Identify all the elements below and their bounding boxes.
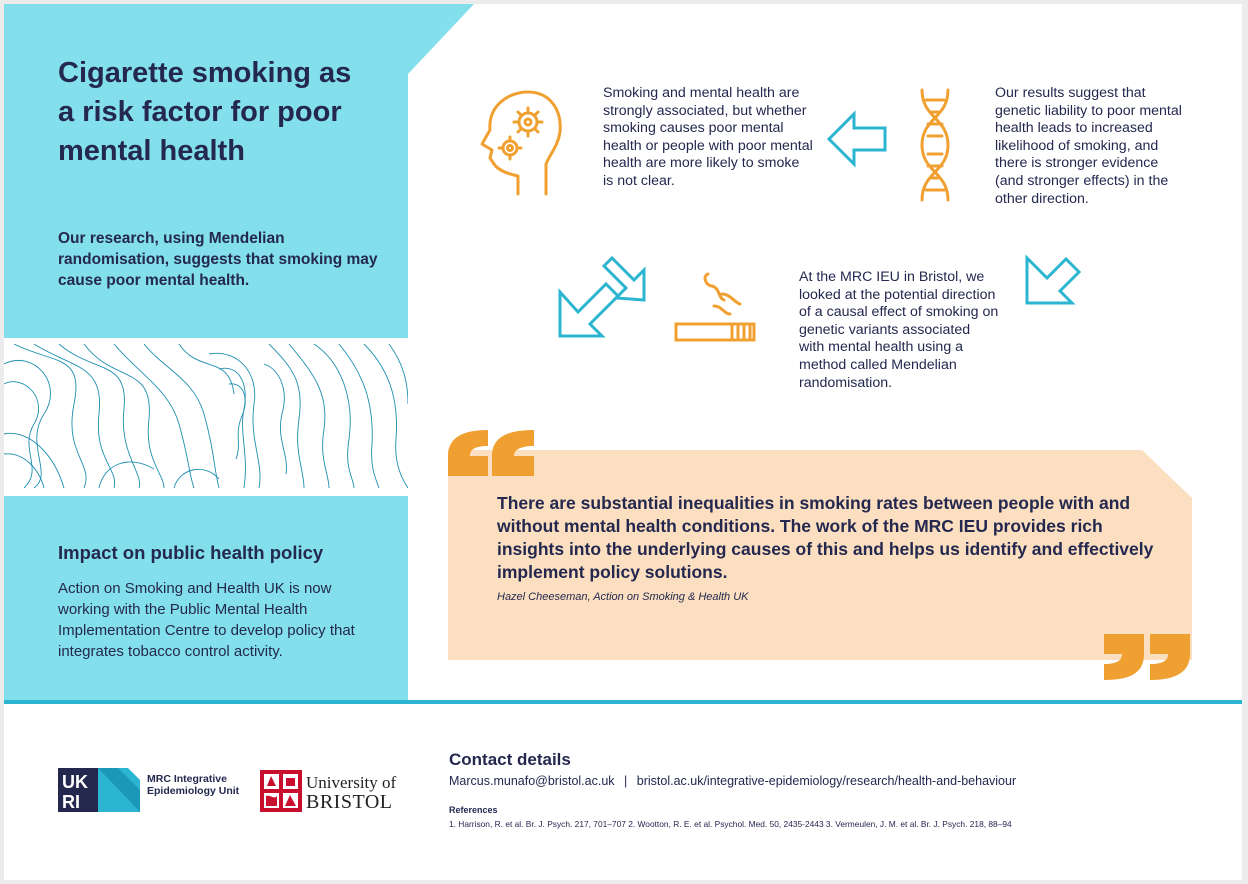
head-gears-icon [478,88,564,198]
arrow-down-left-icon [1024,250,1082,306]
contour-pattern [4,344,408,488]
ukri-logo [58,768,140,812]
mrc-unit-name: MRC Integrative Epidemiology Unit [147,773,240,797]
infographic-page [4,4,1242,880]
contact-separator: | [624,774,628,788]
svg-text:UK: UK [62,772,88,792]
bristol-logo-line1: University of [306,773,397,792]
close-quote-icon [1104,634,1192,682]
quote-text: There are substantial inequalities in smoking rates between people with and without mental health conditions. The work of the MRC IEU provides rich insights into the underlying causes of this and helps us identify and effectively implement policy solutions. [497,493,1154,582]
page-subtitle: Our research, using Mendelian randomisation, suggests that smoking may cause poor mental health. [58,230,378,289]
cigarette-icon [672,268,758,344]
svg-text:RI: RI [62,792,80,812]
bristol-logo-line2: BRISTOL [306,791,393,813]
impact-heading: Impact on public health policy [58,542,324,563]
contact-email-link[interactable]: Marcus.munafo@bristol.ac.uk [449,774,615,788]
page-title: Cigarette smoking as a risk factor for poor mental health [58,57,352,167]
footer-divider [4,700,1242,704]
bristol-crest-icon [260,770,302,812]
quote-citation: Hazel Cheeseman, Action on Smoking & Health UK [497,591,749,603]
arrow-left-icon [826,108,888,170]
contact-heading: Contact details [449,750,571,769]
contact-url-link[interactable]: bristol.ac.uk/integrative-epidemiology/research/health-and-behaviour [636,774,1017,788]
references-heading: References [449,805,498,815]
results-text: Our results suggest that genetic liability to poor mental health leads to increased likelihood of smoking, and there is stronger evidence (and stronger effects) in the other direction. [995,85,1182,207]
references-text: 1. Harrison, R. et al. Br. J. Psych. 217, 701–707 2. Wootton, R. E. et al. Psychol. Med. 50, 2435-2443 3. Vermeulen, J. M. et al. Br. J. Psych. 218, 88–94 [449,819,1012,829]
contact-line [449,774,1016,788]
arrows-diagonal-icon [556,248,648,340]
impact-panel [4,496,408,700]
dna-icon [914,88,956,202]
impact-body: Action on Smoking and Health UK is now working with the Public Mental Health Implementation Centre to develop policy that integrates tobacco control activity. [58,580,355,660]
method-text: At the MRC IEU in Bristol, we looked at the potential direction of a causal effect of smoking on genetic variants associated with mental health using a method called Mendelian randomisation. [799,269,999,391]
association-text: Smoking and mental health are strongly associated, but whether smoking causes poor mental health or people with poor mental health are more likely to smoke is not clear. [603,85,813,189]
open-quote-icon [448,428,538,476]
